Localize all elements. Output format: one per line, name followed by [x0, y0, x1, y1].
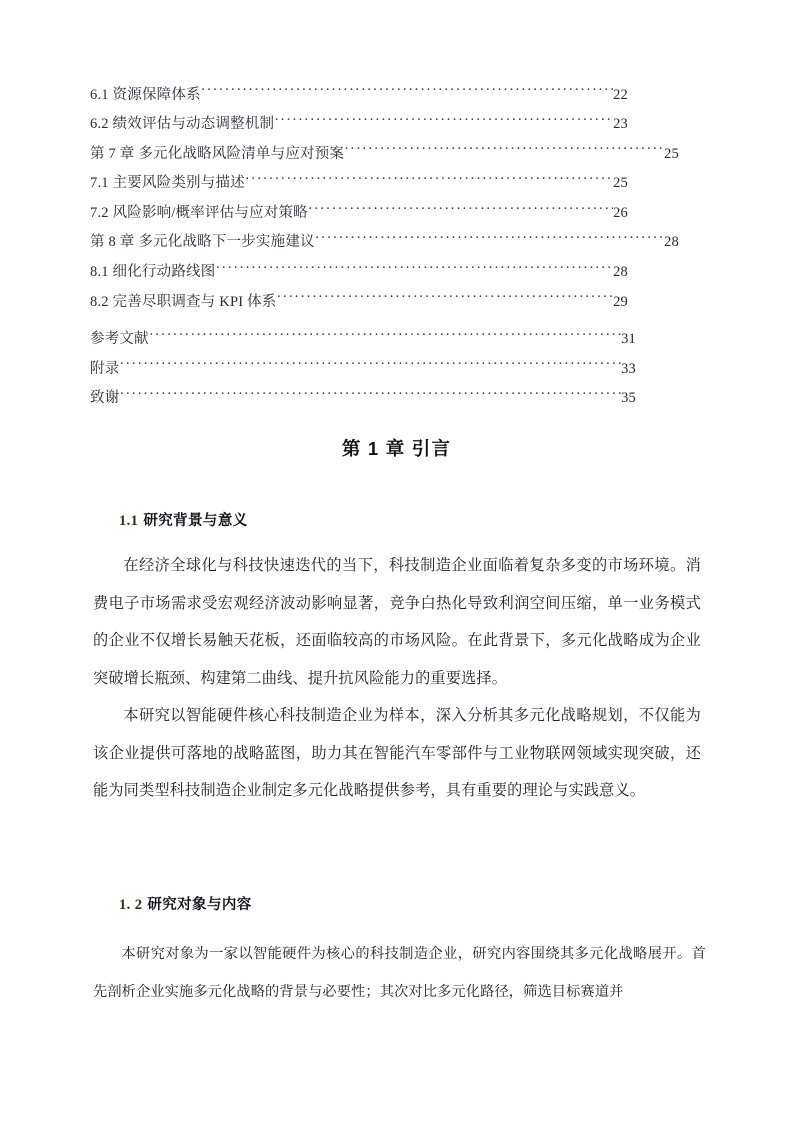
- toc-page-number: 26: [613, 204, 628, 221]
- toc-page-number: 29: [613, 293, 628, 310]
- toc-page-number: 25: [664, 145, 679, 162]
- toc-entry[interactable]: [90, 173, 706, 203]
- toc-entry-label: 7.1 主要风险类别与描述: [90, 175, 245, 192]
- toc-entry[interactable]: [90, 262, 706, 292]
- toc-leader-dots: [245, 173, 613, 188]
- section-heading-1-1: [119, 509, 248, 530]
- toc-entry-label: 8.1 细化行动路线图: [90, 264, 216, 281]
- toc-entry[interactable]: [90, 143, 706, 173]
- toc-entry[interactable]: [90, 329, 706, 359]
- toc-entry[interactable]: [90, 202, 706, 232]
- toc-leader-dots: [315, 232, 664, 247]
- section-title-1-2: 研究对象与内容: [147, 897, 252, 913]
- section-title-1-1: 研究背景与意义: [143, 513, 248, 529]
- toc-page-number: 23: [613, 116, 628, 133]
- toc-entry-label: 6.1 资源保障体系: [90, 86, 201, 103]
- toc-page-number: 33: [621, 360, 636, 377]
- toc-leader-dots: [201, 84, 613, 99]
- toc-entry[interactable]: [90, 358, 706, 388]
- toc-entry[interactable]: [90, 84, 706, 114]
- paragraph-1-1-b: 本研究以智能硬件核心科技制造企业为样本，深入分析其多元化战略规划，不仅能为该企业提供可落地的战略蓝图，助力其在智能汽车零部件与工业物联网领域实现突破，还能为同类型科技制造企业制定多元化战略提供参考，具有重要的理论与实践意义。: [93, 707, 701, 799]
- paragraph-1-2-a: 本研究对象为一家以智能硬件为核心的科技制造企业，研究内容围绕其多元化战略展开。首先剖析企业实施多元化战略的背景与必要性；其次对比多元化路径，筛选目标赛道并: [93, 946, 706, 1000]
- toc-entry-label: 附录: [90, 360, 120, 377]
- toc-entry[interactable]: [90, 114, 706, 144]
- toc-page-number: 28: [664, 234, 679, 251]
- toc-leader-dots: [119, 358, 621, 373]
- toc-entry-label: 7.2 风险影响/概率评估与应对策略: [90, 204, 308, 221]
- toc-entry-label: 第 8 章 多元化战略下一步实施建议: [90, 234, 315, 251]
- toc-leader-dots: [119, 388, 621, 403]
- toc-entry-label: 致谢: [90, 390, 120, 407]
- section-heading-1-2: [119, 893, 252, 914]
- toc-leader-dots: [308, 202, 613, 217]
- toc-leader-dots: [344, 143, 664, 158]
- toc-entry[interactable]: [90, 291, 706, 321]
- toc-page-number: 35: [621, 390, 636, 407]
- toc-entry-label: 第 7 章 多元化战略风险清单与应对预案: [90, 145, 345, 162]
- toc-page-number: 28: [613, 264, 628, 281]
- toc-entry-label: 参考文献: [90, 331, 149, 348]
- section-number-1-1: 1.1: [119, 513, 139, 529]
- toc-leader-dots: [274, 114, 613, 129]
- section-number-1-2: 1. 2: [119, 897, 143, 913]
- table-of-contents: [90, 84, 706, 418]
- toc-entry-label: 8.2 完善尽职调查与 KPI 体系: [90, 293, 277, 310]
- paragraph-1-1-a: 在经济全球化与科技快速迭代的当下，科技制造企业面临着复杂多变的市场环境。消费电子市场需求受宏观经济波动影响显著，竞争白热化导致利润空间压缩，单一业务模式的企业不仅增长易触天花板，还面临较高的市场风险。在此背景下，多元化战略成为企业突破增长瓶颈、构建第二曲线、提升抗风险能力的重要选择。: [93, 557, 701, 687]
- toc-page-number: 22: [613, 86, 628, 103]
- toc-page-number: 25: [613, 175, 628, 192]
- toc-leader-dots: [149, 329, 621, 344]
- toc-entry[interactable]: [90, 232, 706, 262]
- toc-leader-dots: [276, 291, 613, 306]
- toc-entry-label: 6.2 绩效评估与动态调整机制: [90, 116, 275, 133]
- toc-entry[interactable]: [90, 388, 706, 418]
- chapter-title: 第 1 章 引言: [341, 438, 452, 459]
- toc-page-number: 31: [621, 331, 636, 348]
- toc-leader-dots: [215, 262, 613, 277]
